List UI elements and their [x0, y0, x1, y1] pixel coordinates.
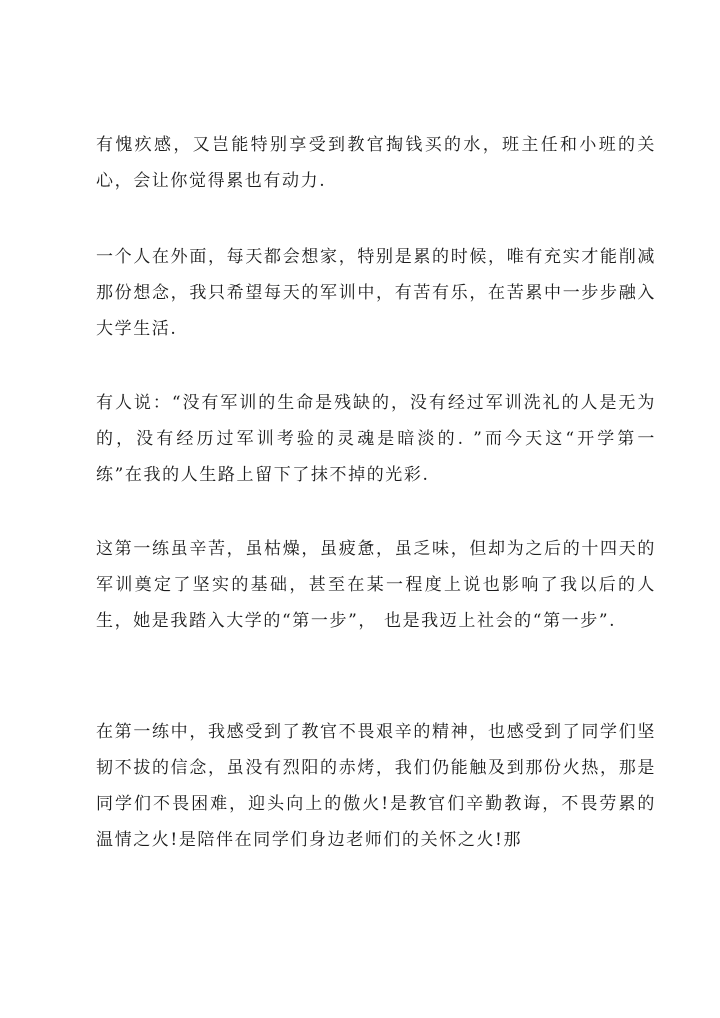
- paragraph-5: 在第一练中，我感受到了教官不畏艰辛的精神，也感受到了同学们坚韧不拔的信念，虽没有烈阳的赤烤，我们仍能触及到那份火热，那是同学们不畏困难，迎头向上的傲火!是教官们辛勤教诲，不畏劳累的温情之火!是陪伴在同学们身边老师们的关怀之火!那: [96, 722, 656, 850]
- paragraph-4: 这第一练虽辛苦，虽枯燥，虽疲惫，虽乏味，但却为之后的十四天的军训奠定了坚实的基础，甚至在某一程度上说也影响了我以后的人生，她是我踏入大学的“第一步”， 也是我迈上社会的“第一步”.: [96, 539, 656, 631]
- paragraph-2: 一个人在外面，每天都会想家，特别是累的时候，唯有充实才能削减那份想念，我只希望每天的军训中，有苦有乐，在苦累中一步步融入大学生活.: [96, 247, 656, 339]
- paragraph-1: 有愧疚感，又岂能特别享受到教官掏钱买的水，班主任和小班的关心，会让你觉得累也有动力.: [96, 135, 656, 191]
- paragraph-3: 有人说：“没有军训的生命是残缺的，没有经过军训洗礼的人是无为的，没有经历过军训考验的灵魂是暗淡的. ”而今天这“开学第一练”在我的人生路上留下了抹不掉的光彩.: [96, 393, 656, 485]
